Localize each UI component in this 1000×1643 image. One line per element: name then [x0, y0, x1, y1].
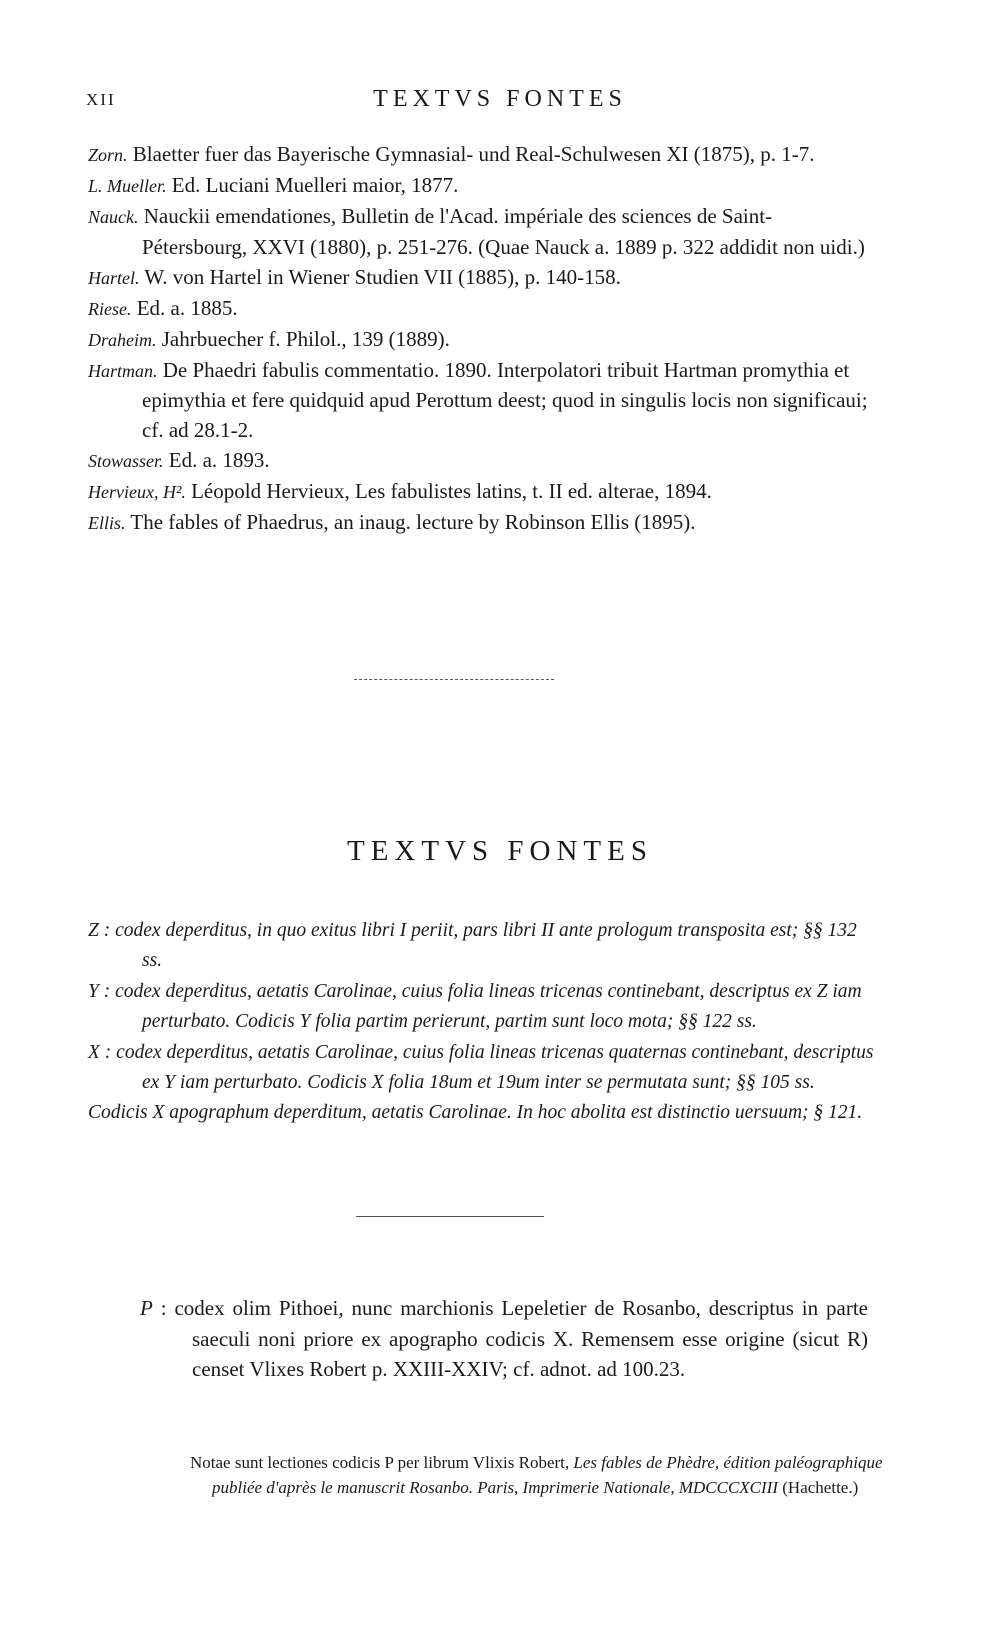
- section-divider: [356, 1216, 544, 1217]
- bibliography-key: L. Mueller.: [88, 176, 167, 196]
- bibliography-entry: [88, 446, 868, 477]
- bibliography-entry: [88, 294, 868, 325]
- bibliography-key: Hartel.: [88, 267, 140, 288]
- bibliography-text: Léopold Hervieux, Les fabulistes latins, t. II ed. alterae, 1894.: [191, 478, 712, 503]
- bibliography-text: De Phaedri fabulis commentatio. 1890. Interpolatori tribuit Hartman promythia et epimythia et fere quidquid apud Perottum deest; quod in singulis locis non significaui; cf. ad 28.1-2.: [142, 357, 868, 442]
- bibliography-text: Ed. a. 1893.: [168, 447, 270, 472]
- note-title: Les fables de Phèdre, édition paléographique publiée d'après le manuscrit Rosanbo. Paris, Imprimerie Nationale, MDCCCXCIII: [212, 1453, 883, 1497]
- bibliography-text: The fables of Phaedrus, an inaug. lecture by Robinson Ellis (1895).: [130, 509, 696, 534]
- codex-entry: [88, 1098, 878, 1128]
- bibliography-list: [88, 140, 868, 539]
- page-number: XII: [86, 90, 116, 109]
- bibliography-entry: [88, 508, 868, 539]
- note-lead: Notae sunt lectiones codicis P per librum Vlixis Robert,: [190, 1453, 570, 1472]
- editorial-note: [190, 1450, 890, 1500]
- codex-entry: [88, 977, 878, 1037]
- codex-entry: [140, 1293, 868, 1385]
- bibliography-key: Zorn.: [88, 145, 128, 165]
- codex-description: : codex deperditus, in quo exitus libri I periit, pars libri II ante prologum transposita est; §§ 132 ss.: [103, 920, 857, 972]
- codex-sigla: P: [140, 1296, 153, 1320]
- running-head: [0, 86, 1000, 116]
- bibliography-key: Ellis.: [88, 512, 126, 533]
- bibliography-text: Ed. Luciani Muelleri maior, 1877.: [171, 173, 459, 197]
- bibliography-key: Hartman.: [88, 360, 158, 381]
- bibliography-entry: [88, 263, 868, 294]
- codex-description: : codex deperditus, aetatis Carolinae, cuius folia lineas tricenas continebant, descriptus ex Z iam perturbato. Codicis Y folia partim perierunt, partim sunt loco mota; §§ 122 ss.: [103, 980, 862, 1032]
- bibliography-entry: [88, 356, 868, 446]
- bibliography-key: Nauck.: [88, 207, 139, 227]
- bibliography-entry: [88, 477, 868, 508]
- bibliography-key: Riese.: [88, 298, 132, 319]
- running-title: TEXTVS FONTES: [373, 86, 627, 112]
- codex-entry: [88, 1038, 878, 1098]
- section-title: TEXTVS FONTES: [347, 835, 653, 867]
- bibliography-entry: [88, 202, 868, 262]
- bibliography-text: Jahrbuecher f. Philol., 139 (1889).: [161, 326, 450, 351]
- codex-sigla: Z: [88, 920, 99, 941]
- codex-sigla: X: [88, 1041, 100, 1063]
- codex-description: : codex olim Pithoei, nunc marchionis Lepeletier de Rosanbo, descriptus in parte saeculi noni priore ex apographo codicis X. Remensem esse origine (sicut R) censet Vlixes Robert p. XXIII-XXIV; cf. adnot. ad 100.23.: [160, 1296, 868, 1381]
- bibliography-text: Blaetter fuer das Bayerische Gymnasial- und Real-Schulwesen XI (1875), p. 1-7.: [132, 142, 815, 166]
- bibliography-text: W. von Hartel in Wiener Studien VII (1885), p. 140-158.: [144, 264, 621, 289]
- codex-description: Codicis X apographum deperditum, aetatis Carolinae. In hoc abolita est distinctio uersuum; § 121.: [88, 1102, 863, 1124]
- note-tail: (Hachette.): [782, 1478, 859, 1497]
- section-divider: [354, 679, 554, 680]
- bibliography-key: Hervieux, H².: [88, 481, 186, 502]
- bibliography-text: Ed. a. 1885.: [136, 295, 238, 320]
- bibliography-entry: [88, 325, 868, 356]
- bibliography-entry: [88, 140, 868, 171]
- codex-p-block: [140, 1293, 868, 1385]
- bibliography-text: Nauckii emendationes, Bulletin de l'Acad. impériale des sciences de Saint-Pétersbourg, XXVI (1880), p. 251-276. (Quae Nauck a. 1889 p. 322 addidit non uidi.): [142, 204, 865, 259]
- codex-entry: [88, 916, 878, 976]
- bibliography-key: Stowasser.: [88, 450, 164, 471]
- codex-sigla: Y: [88, 980, 99, 1002]
- bibliography-key: Draheim.: [88, 329, 157, 350]
- bibliography-entry: [88, 171, 868, 202]
- codex-description: : codex deperditus, aetatis Carolinae, cuius folia lineas tricenas quaternas continebant, descriptus ex Y iam perturbato. Codicis X folia 18um et 19um inter se permutata sunt; §§ 105 ss.: [104, 1041, 874, 1093]
- codices-list: [88, 916, 878, 1129]
